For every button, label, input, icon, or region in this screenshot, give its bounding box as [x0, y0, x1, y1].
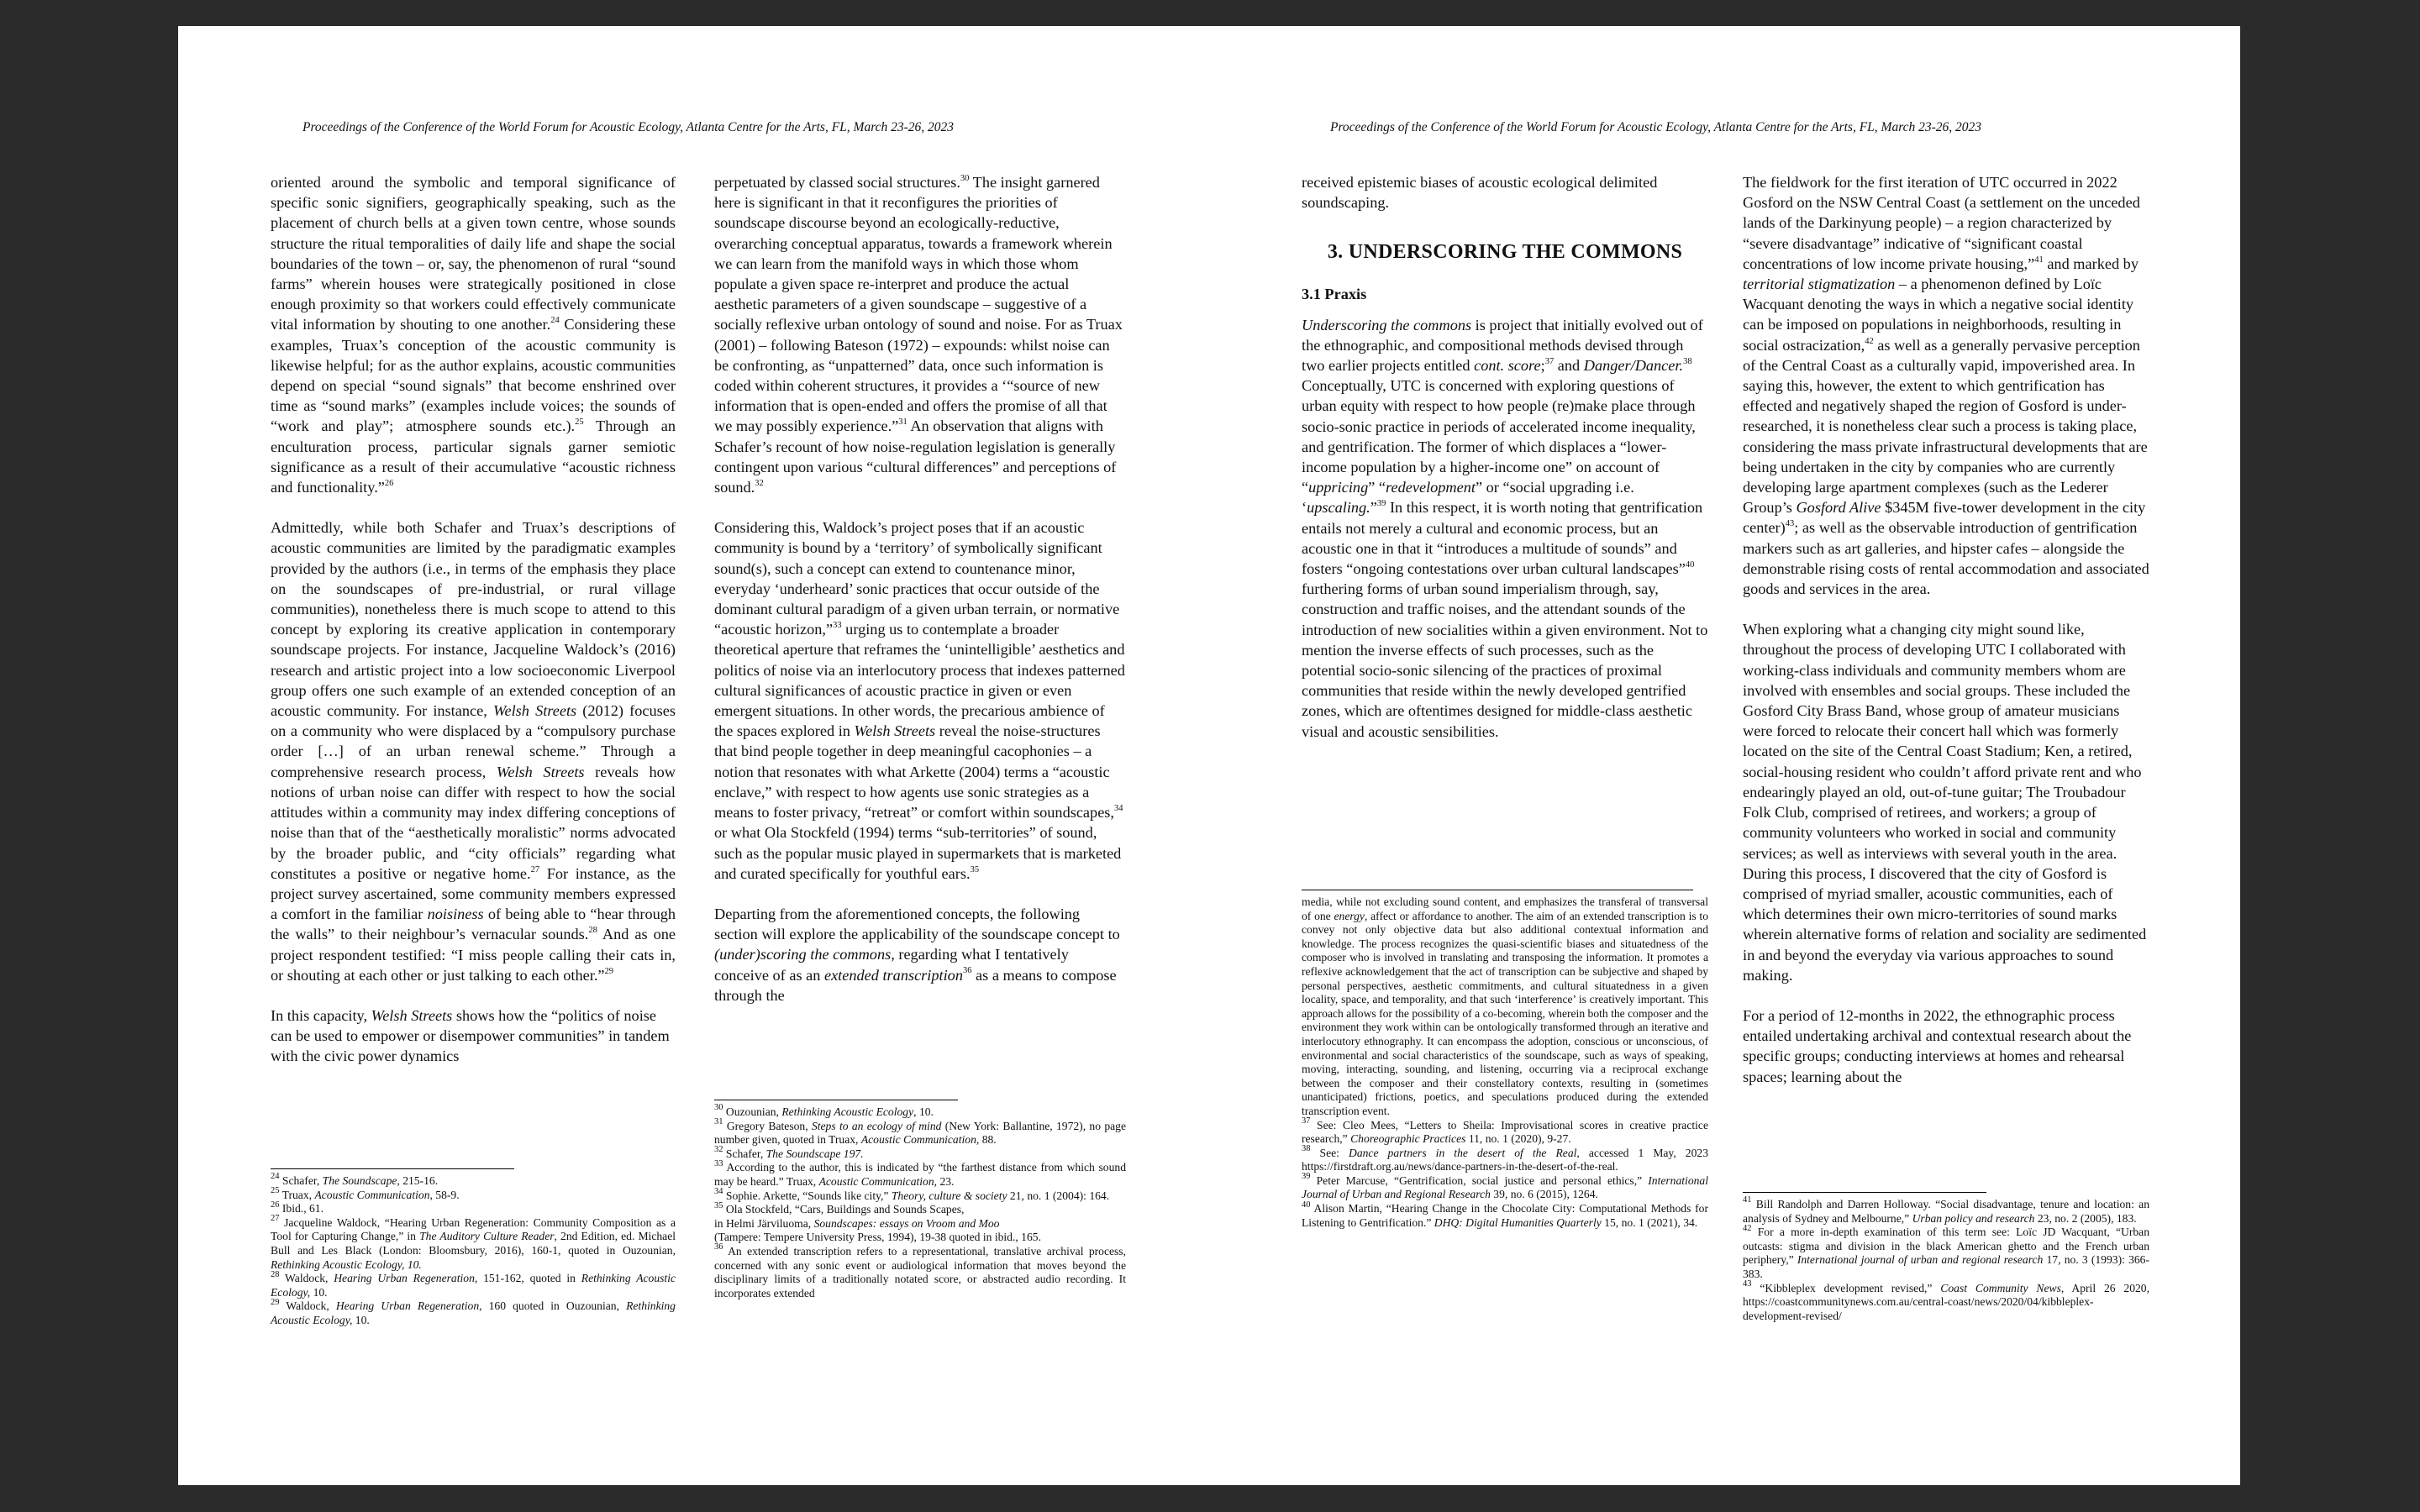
text-run: 15, no. 1 (2021), 34. [1601, 1215, 1698, 1229]
text-run: , April 26 2020, https://coastcommunitynews.com.au/central-coast/news/2020/04/kibbleplex-development-revised/ [1743, 1281, 2149, 1322]
footnote [714, 1231, 1126, 1245]
italic-text: Welsh Streets [371, 1006, 453, 1024]
text-run: For a period of 12-months in 2022, the ethnographic process entailed undertaking archival and contextual research about the specific groups; conducting interviews at homes and rehearsal spaces; learning about the [1743, 1006, 2132, 1085]
italic-text: Coast Community News [1940, 1281, 2061, 1294]
text-run: Ola Stockfeld, “Cars, Buildings and Sounds Scapes, [723, 1203, 965, 1216]
footnote-ref: 35 [970, 864, 980, 874]
text-run: For a more in-depth examination of this term see: Loïc JD Wacquant, “Urban outcasts: stigma and division in the black American ghetto and the French urban periphery,” [1743, 1226, 2149, 1267]
text-run: regarding what I tentatively conceive of as an [714, 946, 1069, 984]
italic-text: Underscoring the commons [1302, 316, 1472, 333]
footnote-ref: 33 [833, 621, 842, 631]
text-run: is project that initially evolved out of the ethnographic, and compositional methods devised through two earlier projects entitled [1302, 316, 1703, 375]
text-run: reveals how notions of urban noise can differ with respect to how the social attitudes within a community may index differing conceptions of noise than that of the “aesthetically moralistic” norms advocated by the broader public, and “city officials” regarding what constitutes a positive or negative home. [271, 763, 676, 882]
footnote [714, 1242, 1126, 1300]
text-run: 151-162, quoted in [477, 1272, 581, 1285]
text-run: (2012) focuses on a community who were displaced by a “compulsory purchase order […] of an urban renewal scheme.” Through a comprehensive research process, [271, 702, 676, 780]
text-run: Schafer, [279, 1174, 323, 1187]
text-run: Admittedly, while both Schafer and Truax’s descriptions of acoustic communities are limited by the paradigmatic examples provided by the authors (i.e., in terms of the emphasis they place on the soundscapes of pre-industrial, or rural village communities), nonetheless there is much scope to attend to this concept by exploring its creative application in contemporary soundscape projects. For instance, Jacqueline Waldock’s (2016) research and artistic project into a low socioeconomic Liverpool group offers one such example of an extended conception of an acoustic community. For instance, [271, 519, 676, 720]
text-run: When exploring what a changing city might sound like, throughout the process of developing UTC I collaborated with working-class individuals and community members whom are involved with ensembles and social groups. These included the Gosford City Brass Band, whose group of amateur musicians were forced to relocate their concert hall which was formerly located on the site of the Central Coast Stadium; Ken, a retired, social-housing resident who couldn’t afford private rent and who endearingly played an old, out-of-tune guitar; The Troubadour Folk Club, comprised of retirees, and workers; a group of community volunteers who worked in social and community services; as well as interviews with several youth in the area. During this process, I discovered that the city of Gosford is comprised of myriad smaller, acoustic communities, each of which determines their own micro-territories of sound marks wherein alternative forms of relation and sociality are sedimented in and beyond the everyday via various approaches to sound making. [1743, 621, 2147, 984]
footnote-ref: 38 [1683, 356, 1692, 366]
footnote-ref: 29 [604, 966, 614, 976]
italic-text: noisiness [427, 906, 484, 923]
italic-text: extended transcription [823, 966, 963, 984]
footnote [714, 1189, 1126, 1204]
italic-text: Welsh Streets [854, 722, 936, 740]
footnote-list [271, 1174, 676, 1328]
italic-text: Theory, culture & society [891, 1189, 1007, 1202]
text-run: Peter Marcuse, “Gentrification, social justice and personal ethics,” [1310, 1173, 1649, 1187]
text-run: , 2nd Edition, ed. Michael Bull and Les Black (London: Bloomsbury, 2016), 160-1, quoted in Ouzounian, [271, 1230, 676, 1257]
footnote-ref: 39 [1302, 1172, 1311, 1182]
paragraph [271, 517, 676, 985]
footnote-ref: 42 [1743, 1223, 1752, 1233]
footnote [1302, 1174, 1708, 1202]
footnote [1743, 1223, 2149, 1281]
text-run: ” or “social upgrading i.e. ‘ [1302, 479, 1634, 517]
footnote-ref: 28 [271, 1269, 280, 1279]
paragraph [1743, 619, 2149, 985]
footnote [271, 1202, 676, 1216]
text-run: $345M five-tower development in the city center) [1743, 499, 2146, 537]
footnote-ref: 40 [1302, 1200, 1311, 1210]
text-run: as a means to compose through the [714, 966, 1117, 1004]
text-run: in Helmi Järviluoma, [714, 1216, 814, 1230]
italic-text: cont. score [1474, 357, 1541, 375]
footnote-ref: 26 [384, 478, 394, 488]
footnote-ref: 34 [1114, 804, 1123, 813]
text-run: Ibid., 61. [279, 1202, 324, 1215]
text-run: , affect or affordance to another. The aim of an extended transcription is to convey not only objective data but also additional contextual information and knowledge. The process recognizes the quasi-scientific biases and situatedness of the composer who is involved in translating and transposing the information. It promotes a reflexive acknowledgement that the act of transcription can be subjective and shaped by personal perspectives, aesthetic commitments, and cultural situatedness in a given locality, space, and temporality, and that such ‘interference’ is creatively important. This approach allows for the possibility of a co-becoming, wherein both the composer and the environment they work within can be ontologically transformed through an iterative and interlocutory ethnography. It can encompass the adoption, conscious or unconscious, of environmental and social characteristics of the soundscape, such as ways of speaking, moving, interacting, sounding, and listening, occurring via a reciprocal exchange between the composer and their constellatory contexts, resulting in (sometimes unanticipated) frictions, poetics, and speculations produced during the extended transcription event. [1302, 909, 1708, 1117]
footnote-ref: 37 [1544, 356, 1555, 366]
italic-text: Choreographic Practices [1350, 1132, 1466, 1146]
text-run: In this capacity, [271, 1006, 371, 1024]
text-run: , 23. [934, 1174, 955, 1188]
italic-text: The Auditory Culture Reader [419, 1230, 555, 1243]
footnote [714, 1217, 1126, 1231]
column-4 [1743, 172, 2149, 1107]
text-run: 11, no. 1 (2020), 9-27. [1465, 1132, 1571, 1146]
footnote-ref: 32 [714, 1145, 723, 1155]
italic-text: Acoustic Communication [860, 1133, 976, 1147]
text-run: Considering these examples, Truax’s conception of the acoustic community is likewise helpful; for as the author explains, acoustic communities depend on special “sound signals” that become enshrined over time as “sound marks” (examples include voices; the sounds of “work and play”; atmosphere sounds etc.). [271, 316, 676, 435]
text-run: Jacqueline Waldock, “Hearing Urban Regeneration: Community Composition as a Tool for Capturing Change,” in [271, 1215, 676, 1243]
text-run: 10. [352, 1313, 370, 1326]
footnote [1302, 1144, 1708, 1174]
footnote-list [1302, 1116, 1708, 1231]
footnote-ref: 26 [271, 1200, 280, 1210]
footnote-rule [1743, 1192, 1986, 1193]
text-run: ; [1540, 357, 1545, 375]
text-run: urging us to contemplate a broader theoretical aperture that reframes the ‘unintelligible’ aesthetics and politics of noise via an interlocutory process that indexes patterned cultural significances of acoustic practice in given or even emergent situations. In other words, the precarious ambience of the spaces explored in [714, 621, 1125, 740]
italic-text: (under)scoring the commons, [714, 946, 895, 963]
text-run: The insight garnered here is significant in that it reconfigures the priorities of soundscape discourse beyond an ecologically-reductive, overarching conceptual apparatus, towards a framework wherein we can learn from the manifold ways in which those whom populate a given space re-interpret and produce the actual aesthetic parameters of a given soundscape – suggestive of a socially reflexive urban ontology of sound and noise. For as Truax (2001) – following Bateson (1972) – expounds: whilst noise can be confronting, as “unpatterned” data, once such information is coded within coherent structures, it provides a ‘“source of new information that is open-ended and offers the promise of all that we may possibly experience.” [714, 174, 1123, 435]
italic-text: Urban policy and research [1912, 1211, 2035, 1225]
text-run: Bill Randolph and Darren Holloway. “Social disadvantage, tenure and location: an analysis of Sydney and Melbourne,” [1743, 1198, 2149, 1225]
footnote-ref: 33 [714, 1158, 723, 1168]
italic-text: Hearing Urban Regeneration, [334, 1272, 478, 1285]
footnote-ref: 30 [960, 173, 970, 183]
text-run: media, while not excluding sound content, and emphasizes the transferal of transversal of one [1302, 895, 1708, 922]
italic-text: Welsh Streets [492, 702, 577, 720]
footnote-ref: 25 [575, 417, 584, 428]
footnote [714, 1105, 1126, 1120]
text-run: ” [1370, 499, 1377, 517]
text-run: perpetuated by classed social structures. [714, 174, 960, 191]
footnote-ref: 28 [588, 926, 597, 936]
text-run: 215-16. [399, 1174, 439, 1187]
footnote-ref: 41 [1743, 1195, 1752, 1205]
column-3 [1302, 172, 1708, 762]
text-run: ; as well as the observable introduction of gentrification markers such as art galleries, and hipster cafes – alongside the demonstrable rising costs of rental accommodation and associated goods and services in the area. [1743, 519, 2149, 598]
footnote-ref: 32 [755, 478, 764, 488]
text-run: , 58-9. [429, 1188, 460, 1201]
paragraph [271, 172, 676, 497]
text-run: (New York: Ballantine, 1972), no page number given, quoted in Truax, [714, 1119, 1126, 1147]
italic-text: uppricing [1308, 479, 1369, 496]
text-run: , accessed 1 May, 2023 https://firstdraft.org.au/news/dance-partners-in-the-desert-of-the-real. [1302, 1146, 1708, 1173]
footnote-list [1743, 1195, 2149, 1323]
footnote-ref: 36 [962, 966, 972, 976]
footnotes-2 [714, 1100, 1126, 1300]
text-run: Through an enculturation process, particular signals garner semiotic significance as a result of their accumulative “acoustic richness and functionality.” [271, 417, 676, 496]
footnote [271, 1269, 676, 1299]
column-2 [714, 172, 1126, 1026]
footnote [271, 1174, 676, 1189]
footnote-list [714, 1105, 1126, 1300]
footnotes-4 [1743, 1192, 2149, 1323]
footnote [714, 1158, 1126, 1189]
text-run: According to the author, this is indicated by “the farthest distance from which sound may be heard.” Truax, [714, 1161, 1126, 1188]
footnote [271, 1186, 676, 1203]
text-run: Ouzounian, [723, 1105, 782, 1118]
italic-text: The Soundscape 197. [765, 1147, 864, 1160]
footnote-ref: 31 [898, 417, 908, 428]
italic-text: Hearing Urban Regeneration [335, 1299, 480, 1313]
italic-text: Acoustic Communication [314, 1188, 430, 1201]
paragraph [1743, 1005, 2149, 1087]
footnote [1743, 1279, 2149, 1324]
footnote-ref: 41 [2034, 255, 2044, 265]
footnote-ref: 36 [714, 1242, 723, 1252]
footnote-ref: 30 [714, 1103, 723, 1113]
footnote-ref: 29 [271, 1297, 280, 1307]
column-1 [271, 172, 676, 1087]
text-run: , 88. [976, 1133, 997, 1147]
footnote-ref: 43 [1743, 1279, 1752, 1289]
subsection-title: 3.1 Praxis [1302, 286, 1367, 303]
paragraph [714, 517, 1126, 884]
text-run: An extended transcription refers to a representational, translative archival process, concerned with any sonic event or audiological information that moves beyond the disciplinary limits of a traditionally notated score, or abstracted audio recording. It incorporates extended [714, 1244, 1126, 1299]
italic-text: territorial stigmatization [1743, 276, 1896, 293]
text-run: Conceptually, UTC is concerned with exploring questions of urban equity with respect to how people (re)make place through socio-sonic practice in periods of accelerated income inequality, and gentrification. The former of which displaces a “lower-income population by a higher-income one” on account of “ [1302, 377, 1696, 496]
text-run: Truax, [279, 1188, 315, 1201]
italic-text: Rethinking Acoustic Ecology, [271, 1299, 676, 1326]
text-run: as well as a generally pervasive perception of the Central Coast as a culturally vapid, impoverished area. In saying this, however, the extent to which gentrification has effected and negatively shaped the region of Gosford is under-researched, it is nonetheless clear such a process is taking place, considering the mass private infrastructural developments that are being undertaken in the city by companies who are currently developing large apartment complexes (such as the Lederer Group’s [1743, 336, 2148, 517]
italic-text: DHQ: Digital Humanities Quarterly [1434, 1215, 1602, 1229]
footnote-rule [271, 1168, 514, 1169]
text-run: and [1554, 357, 1584, 375]
text-run: Gregory Bateson, [723, 1119, 812, 1132]
footnotes-1 [271, 1168, 676, 1328]
italic-text: Rethinking Acoustic Ecology, [271, 1272, 676, 1299]
italic-text: International journal of urban and regional research [1797, 1253, 2044, 1267]
text-run: , 160 quoted in Ouzounian, [479, 1299, 627, 1313]
footnote-continuation [1302, 895, 1708, 1119]
paragraph [1743, 172, 2149, 599]
text-run: The fieldwork for the first iteration of UTC occurred in 2022 Gosford on the NSW Central Coast (a settlement on the unceded lands of the Darkinyung people) – a region characterized by “severe disadvantage” indicative of “significant coastal concentrations of low income private housing,” [1743, 174, 2140, 272]
footnote-ref: 24 [550, 316, 560, 326]
italic-text: Welsh Streets [496, 763, 585, 780]
text-run: See: Cleo Mees, “Letters to Sheila: Improvisational scores in creative practice research,” [1302, 1118, 1708, 1146]
text-run: An observation that aligns with Schafer’s recount of how noise-regulation legislation is generally contingent upon various “cultural differences” and perceptions of sound. [714, 417, 1117, 496]
text-run: Schafer, [723, 1147, 766, 1160]
footnote [1302, 1202, 1708, 1230]
italic-text: upscaling. [1307, 499, 1370, 517]
italic-text: energy [1334, 909, 1365, 922]
text-run: of being able to “hear through the walls” to their neighbour’s vernacular sounds. [271, 906, 676, 943]
text-run: See: [1310, 1146, 1349, 1159]
text-run: 23, no. 2 (2005), 183. [2034, 1211, 2137, 1225]
text-run: And as one project respondent testified: “I miss people calling their cats in, or shouting at each other or just talking to each other.” [271, 926, 676, 984]
footnote [714, 1147, 1126, 1162]
text-run: Sophie. Arkette, “Sounds like city,” [723, 1189, 892, 1202]
footnote [1743, 1195, 2149, 1226]
paragraph [271, 1005, 676, 1067]
paragraph [714, 172, 1126, 497]
italic-text: Dance partners in the desert of the Real [1349, 1146, 1577, 1159]
footnote [714, 1200, 1126, 1217]
text-run: (Tampere: Tempere University Press, 1994), 19-38 quoted in ibid., 165. [714, 1231, 1041, 1244]
text-run: Waldock, [279, 1272, 334, 1285]
text-run: oriented around the symbolic and temporal significance of specific sonic signifiers, geographically speaking, such as the placement of church bells at a given town centre, whose sounds structure the ritual temporalities of daily life and shape the social boundaries of the town – or, say, the phenomenon of rural “sound farms” wherein houses were strategically positioned in close enough proximity so that workers could effectively communicate vital information by shouting to one another. [271, 174, 676, 333]
text-run: “Kibbleplex development revised,” [1751, 1281, 1941, 1294]
paragraph [1302, 172, 1708, 213]
text-run: ” “ [1368, 479, 1386, 496]
footnote-ref: 31 [714, 1117, 723, 1127]
text-run: furthering forms of urban sound imperialism through, say, construction and traffic noises, and the attendant sounds of the introduction of new socialities within a given environment. Not to mention the inverse effects of such processes, such as the potential socio-sonic silencing of the practices of proximal communities that reside within the newly developed gentrified zones, which are oftentimes designed for middle-class aesthetic visual and acoustic sensibilities. [1302, 580, 1708, 740]
footnote-ref: 42 [1865, 336, 1874, 346]
italic-text: Gosford Alive [1796, 499, 1881, 517]
italic-text: redevelopment [1386, 479, 1476, 496]
italic-text: International Journal of Urban and Regional Research [1302, 1173, 1708, 1201]
footnote-ref: 37 [1302, 1116, 1311, 1126]
text-run: received epistemic biases of acoustic ecological delimited soundscaping. [1302, 174, 1658, 212]
italic-text: Soundscapes: essays on Vroom and Moo [813, 1216, 1000, 1230]
text-run: 21, no. 1 (2004): 164. [1007, 1189, 1110, 1202]
page-spread [178, 26, 2240, 1485]
italic-text: Steps to an ecology of mind [811, 1119, 942, 1132]
text-run: Waldock, [279, 1299, 336, 1313]
paragraph [714, 904, 1126, 1005]
text-run: For instance, as the project survey ascertained, some community members expressed a comfort in the familiar [271, 864, 676, 923]
running-header-left: Proceedings of the Conference of the World Forum for Acoustic Ecology, Atlanta Centre for the Arts, FL, March 23-26, 2023 [302, 120, 955, 134]
text-run: , 10. [913, 1105, 934, 1118]
text-run: – a phenomenon defined by Loïc Wacquant denoting the ways in which a negative social identity can be imposed on populations in neighborhoods, resulting in social ostracization, [1743, 276, 2134, 354]
text-run: shows how the “politics of noise can be used to empower or disempower communities” in tandem with the civic power dynamics [271, 1006, 670, 1065]
text-run: and marked by [2043, 255, 2139, 272]
text-run: reveal the noise-structures that bind people together in deep meaningful cacophonies – a notion that resonates with what Arkette (2004) terms a “acoustic enclave,” with respect to how agents use sonic strategies as a means to foster privacy, “retreat” or comfort within soundscapes, [714, 722, 1114, 822]
text-run: Considering this, Waldock’s project poses that if an acoustic community is bound by a ‘territory’ of symbolically significant sound(s), such a concept can extend to countenance minor, everyday ‘underheard’ sonic practices that occur outside of the dominant cultural paradigm of a given urban terrain, or normative “acoustic horizon,” [714, 519, 1120, 638]
footnote [271, 1216, 676, 1272]
text-run: 39, no. 6 (2015), 1264. [1490, 1188, 1598, 1201]
footnote-ref: 43 [1785, 519, 1795, 529]
footnote-ref: 24 [271, 1172, 280, 1182]
italic-text: Rethinking Acoustic Ecology [781, 1105, 914, 1118]
paragraph [1302, 315, 1708, 742]
text-run: In this respect, it is worth noting that gentrification entails not merely a cultural and economic process, but an acoustic one in that it “introduces a multitude of sounds” and fosters “ongoing contestations over urban cultural landscapes” [1302, 499, 1703, 578]
text-run: 10. [310, 1285, 328, 1299]
italic-text: The Soundscape, [322, 1174, 400, 1187]
footnote-ref: 35 [714, 1200, 723, 1210]
text-run: 17, no. 3 (1993): 366-383. [1743, 1253, 2149, 1280]
footnote-ref: 40 [1685, 559, 1695, 570]
text-run: Alison Martin, “Hearing Change in the Chocolate City: Computational Methods for Listening to Gentrification.” [1302, 1202, 1708, 1229]
footnote-ref: 34 [714, 1187, 723, 1197]
footnote-ref: 38 [1302, 1144, 1311, 1154]
italic-text: Danger/Dancer. [1583, 357, 1684, 375]
text-run: Departing from the aforementioned concepts, the following section will explore the applicability of the soundscape concept to [714, 905, 1120, 943]
footnote-ref: 27 [271, 1214, 280, 1224]
footnote-ref: 27 [530, 864, 540, 874]
italic-text: Rethinking Acoustic Ecology, 10. [271, 1257, 422, 1271]
running-header-right: Proceedings of the Conference of the World Forum for Acoustic Ecology, Atlanta Centre for the Arts, FL, March 23-26, 2023 [1330, 120, 1982, 134]
footnote-ref: 25 [271, 1186, 280, 1196]
footnotes-3 [1302, 890, 1708, 1230]
footnote [271, 1299, 676, 1327]
text-run: or what Ola Stockfeld (1994) terms “sub-territories” of sound, such as the popular music played in supermarkets that is marketed and curated specifically for youthful ears. [714, 824, 1122, 882]
italic-text: Acoustic Communication [818, 1174, 934, 1188]
section-title: 3. UNDERSCORING THE COMMONS [1327, 241, 1683, 264]
footnote [714, 1117, 1126, 1147]
footnote-ref: 39 [1376, 499, 1386, 509]
footnote [1302, 1116, 1708, 1147]
